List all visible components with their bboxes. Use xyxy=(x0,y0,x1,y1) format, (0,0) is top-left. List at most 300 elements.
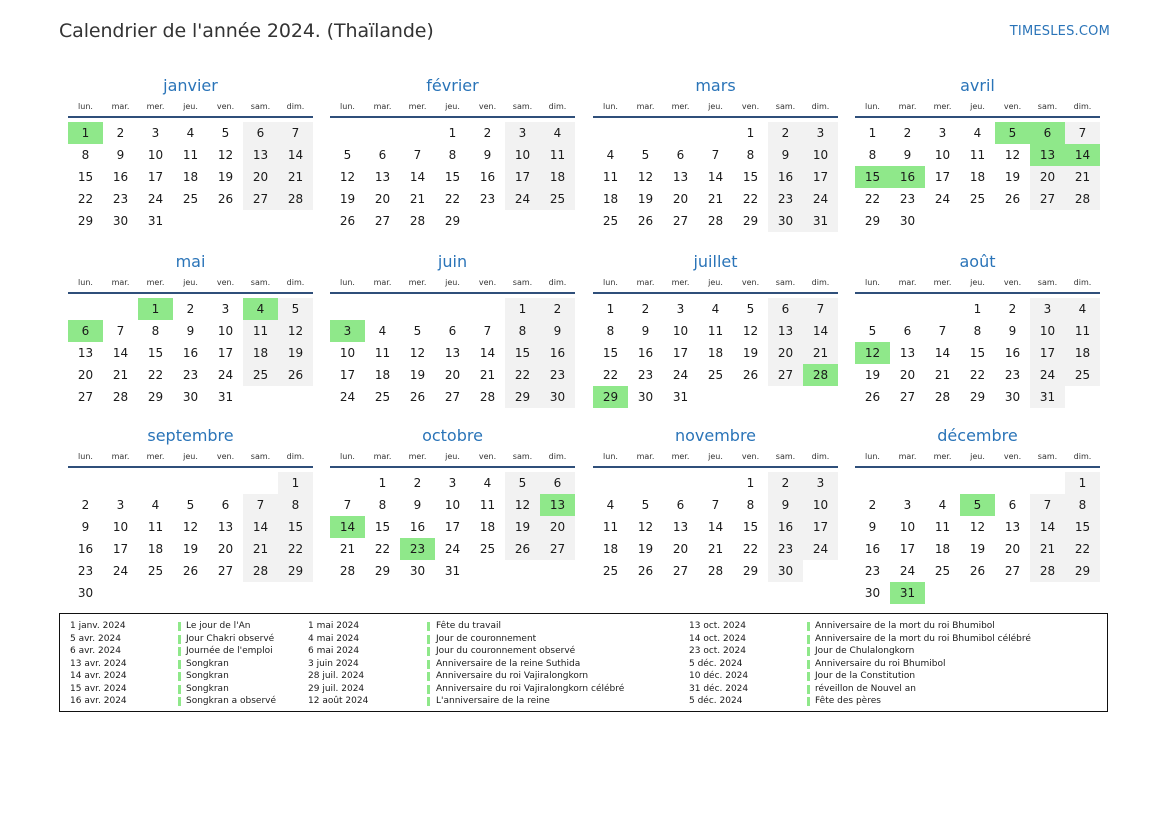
legend-date: 13 avr. 2024 xyxy=(70,658,127,669)
day-cell: 12 xyxy=(182,520,199,534)
day-cell: 21 xyxy=(243,538,278,560)
day-cell: 3 xyxy=(938,126,947,140)
day-cell: 19 xyxy=(969,542,986,556)
legend-date: 29 juil. 2024 xyxy=(308,683,365,694)
holiday-day-cell: 31 xyxy=(890,582,925,604)
weekday-label: mar. xyxy=(373,278,392,287)
weekday-label: dim. xyxy=(811,452,830,461)
day-cell: 23 xyxy=(1004,368,1021,382)
weekday-label: lun. xyxy=(78,452,93,461)
day-cell: 7 xyxy=(483,324,492,338)
day-cell: 10 xyxy=(112,520,129,534)
day-cell: 2 xyxy=(483,126,492,140)
day-cell: 1 xyxy=(378,476,387,490)
day-cell: 23 xyxy=(864,564,881,578)
day-cell: 23 xyxy=(112,192,129,206)
day-cell: 20 xyxy=(374,192,391,206)
legend-date: 4 mai 2024 xyxy=(308,633,360,644)
day-cell: 9 xyxy=(768,494,803,516)
legend-holiday-name: Songkran xyxy=(186,671,229,681)
month-divider xyxy=(593,466,838,468)
brand-link[interactable]: TIMESLES.COM xyxy=(1009,24,1110,39)
weekday-label: mer. xyxy=(146,278,165,287)
day-cell: 20 xyxy=(1030,166,1065,188)
day-cell: 19 xyxy=(278,342,313,364)
weekday-label: jeu. xyxy=(970,102,985,111)
day-cell: 15 xyxy=(742,170,759,184)
day-cell: 16 xyxy=(479,170,496,184)
weekday-label: jeu. xyxy=(445,278,460,287)
day-cell: 13 xyxy=(374,170,391,184)
day-cell: 11 xyxy=(147,520,164,534)
day-cell: 19 xyxy=(505,516,540,538)
day-cell: 20 xyxy=(1004,542,1021,556)
legend-holiday-name: Songkran a observé xyxy=(186,696,277,706)
weekday-label: sam. xyxy=(1037,452,1058,461)
day-cell: 2 xyxy=(868,498,877,512)
day-cell: 2 xyxy=(641,302,650,316)
day-cell: 5 xyxy=(343,148,352,162)
day-cell: 22 xyxy=(1065,538,1100,560)
day-cell: 30 xyxy=(768,560,803,582)
day-cell: 24 xyxy=(444,542,461,556)
day-cell: 31 xyxy=(672,390,689,404)
day-cell: 9 xyxy=(116,148,125,162)
day-cell: 4 xyxy=(938,498,947,512)
weekday-label: lun. xyxy=(603,278,618,287)
day-cell: 8 xyxy=(868,148,877,162)
day-cell: 2 xyxy=(81,498,90,512)
holiday-day-cell: 1 xyxy=(68,122,103,144)
day-cell: 23 xyxy=(77,564,94,578)
day-cell: 23 xyxy=(637,368,654,382)
day-cell: 4 xyxy=(151,498,160,512)
day-cell: 27 xyxy=(1004,564,1021,578)
day-cell: 23 xyxy=(768,188,803,210)
weekday-label: mer. xyxy=(146,102,165,111)
weekday-label: jeu. xyxy=(970,452,985,461)
weekday-label: dim. xyxy=(286,452,305,461)
weekday-label: jeu. xyxy=(183,278,198,287)
day-cell: 26 xyxy=(864,390,881,404)
weekday-label: dim. xyxy=(1073,452,1092,461)
day-cell: 28 xyxy=(409,214,426,228)
day-cell: 4 xyxy=(606,498,615,512)
day-cell: 4 xyxy=(483,476,492,490)
weekday-label: lun. xyxy=(865,102,880,111)
holiday-marker xyxy=(178,697,181,706)
weekday-header xyxy=(855,278,1100,290)
day-cell: 25 xyxy=(602,214,619,228)
day-cell: 7 xyxy=(711,498,720,512)
day-cell: 1 xyxy=(746,126,755,140)
day-cell: 27 xyxy=(672,214,689,228)
day-cell: 24 xyxy=(899,564,916,578)
day-cell: 27 xyxy=(1030,188,1065,210)
month-divider xyxy=(855,116,1100,118)
day-cell: 30 xyxy=(112,214,129,228)
day-cell: 9 xyxy=(540,320,575,342)
day-cell: 9 xyxy=(768,144,803,166)
day-cell: 14 xyxy=(112,346,129,360)
day-cell: 28 xyxy=(1065,188,1100,210)
day-cell: 8 xyxy=(1065,494,1100,516)
day-cell: 17 xyxy=(147,170,164,184)
day-cell: 3 xyxy=(1030,298,1065,320)
day-cell: 17 xyxy=(444,520,461,534)
weekday-label: mar. xyxy=(111,102,130,111)
day-cell: 5 xyxy=(505,472,540,494)
day-cell: 21 xyxy=(707,542,724,556)
day-cell: 28 xyxy=(112,390,129,404)
weekday-label: mar. xyxy=(373,452,392,461)
day-cell: 18 xyxy=(602,192,619,206)
holiday-day-cell: 6 xyxy=(68,320,103,342)
month-name: mars xyxy=(695,76,736,95)
holiday-day-cell: 28 xyxy=(803,364,838,386)
day-cell: 12 xyxy=(969,520,986,534)
day-cell: 25 xyxy=(969,192,986,206)
day-cell: 10 xyxy=(505,144,540,166)
day-cell: 31 xyxy=(444,564,461,578)
day-cell: 28 xyxy=(1030,560,1065,582)
legend-holiday-name: Anniversaire du roi Vajiralongkorn célébré xyxy=(436,683,625,694)
day-cell: 7 xyxy=(711,148,720,162)
month-name: août xyxy=(959,252,996,271)
legend-holiday-name: Jour Chakri observé xyxy=(186,633,275,644)
legend-date: 28 juil. 2024 xyxy=(308,671,365,681)
holiday-day-cell: 13 xyxy=(540,494,575,516)
day-cell: 24 xyxy=(803,538,838,560)
day-cell: 2 xyxy=(116,126,125,140)
day-cell: 21 xyxy=(1065,166,1100,188)
holiday-day-cell: 12 xyxy=(855,342,890,364)
day-cell: 28 xyxy=(339,564,356,578)
day-cell: 28 xyxy=(707,564,724,578)
weekday-label: sam. xyxy=(512,452,533,461)
weekday-label: dim. xyxy=(548,452,567,461)
day-cell: 17 xyxy=(505,166,540,188)
holiday-day-cell: 3 xyxy=(330,320,365,342)
day-cell: 3 xyxy=(448,476,457,490)
weekday-label: ven. xyxy=(1003,452,1022,461)
day-cell: 13 xyxy=(672,520,689,534)
legend-holiday-name: Jour de Chulalongkorn xyxy=(815,646,915,656)
day-cell: 26 xyxy=(969,564,986,578)
day-cell: 22 xyxy=(864,192,881,206)
holiday-day-cell: 1 xyxy=(138,298,173,320)
weekday-label: mer. xyxy=(146,452,165,461)
day-cell: 4 xyxy=(186,126,195,140)
legend-holiday-name: Journée de l'emploi xyxy=(186,646,273,656)
day-cell: 27 xyxy=(899,390,916,404)
day-cell: 9 xyxy=(1008,324,1017,338)
day-cell: 23 xyxy=(182,368,199,382)
day-cell: 8 xyxy=(505,320,540,342)
legend-holiday-name: Jour du couronnement observé xyxy=(436,646,576,656)
legend-date: 5 avr. 2024 xyxy=(70,633,121,644)
month-name: octobre xyxy=(422,426,483,445)
month-divider xyxy=(593,116,838,118)
weekday-label: ven. xyxy=(478,452,497,461)
weekday-label: jeu. xyxy=(183,102,198,111)
day-cell: 25 xyxy=(707,368,724,382)
day-cell: 14 xyxy=(803,320,838,342)
day-cell: 10 xyxy=(803,144,838,166)
day-cell: 5 xyxy=(641,148,650,162)
day-cell: 26 xyxy=(637,564,654,578)
day-cell: 20 xyxy=(540,516,575,538)
day-cell: 12 xyxy=(409,346,426,360)
weekday-label: ven. xyxy=(216,102,235,111)
weekday-header xyxy=(330,452,575,464)
day-cell: 15 xyxy=(505,342,540,364)
day-cell: 16 xyxy=(77,542,94,556)
day-cell: 14 xyxy=(479,346,496,360)
weekday-label: mar. xyxy=(636,102,655,111)
day-cell: 1 xyxy=(1065,472,1100,494)
day-cell: 12 xyxy=(278,320,313,342)
weekday-label: mar. xyxy=(111,452,130,461)
weekday-label: dim. xyxy=(811,102,830,111)
day-cell: 24 xyxy=(934,192,951,206)
weekday-label: jeu. xyxy=(970,278,985,287)
month-name: juillet xyxy=(693,252,738,271)
day-cell: 11 xyxy=(934,520,951,534)
day-cell: 5 xyxy=(221,126,230,140)
day-cell: 26 xyxy=(409,390,426,404)
day-cell: 10 xyxy=(803,494,838,516)
holiday-marker xyxy=(178,660,181,669)
day-cell: 13 xyxy=(217,520,234,534)
day-cell: 14 xyxy=(707,520,724,534)
month-name: septembre xyxy=(147,426,234,445)
day-cell: 30 xyxy=(182,390,199,404)
day-cell: 18 xyxy=(147,542,164,556)
legend-date: 3 juin 2024 xyxy=(308,658,359,669)
day-cell: 22 xyxy=(147,368,164,382)
weekday-label: lun. xyxy=(340,278,355,287)
day-cell: 13 xyxy=(899,346,916,360)
weekday-label: ven. xyxy=(478,278,497,287)
day-cell: 10 xyxy=(899,520,916,534)
day-cell: 29 xyxy=(969,390,986,404)
month-name: novembre xyxy=(674,426,757,445)
day-cell: 11 xyxy=(602,170,619,184)
day-cell: 9 xyxy=(641,324,650,338)
day-cell: 10 xyxy=(1030,320,1065,342)
weekday-label: dim. xyxy=(548,102,567,111)
day-cell: 19 xyxy=(339,192,356,206)
day-cell: 20 xyxy=(672,542,689,556)
day-cell: 25 xyxy=(479,542,496,556)
day-cell: 18 xyxy=(707,346,724,360)
day-cell: 9 xyxy=(868,520,877,534)
day-cell: 29 xyxy=(77,214,94,228)
weekday-label: jeu. xyxy=(708,102,723,111)
day-cell: 16 xyxy=(768,166,803,188)
day-cell: 17 xyxy=(1030,342,1065,364)
day-cell: 27 xyxy=(540,538,575,560)
holiday-day-cell: 29 xyxy=(593,386,628,408)
holiday-marker xyxy=(427,697,430,706)
holiday-day-cell: 6 xyxy=(1030,122,1065,144)
day-cell: 6 xyxy=(676,148,685,162)
day-cell: 24 xyxy=(217,368,234,382)
day-cell: 26 xyxy=(505,538,540,560)
day-cell: 21 xyxy=(479,368,496,382)
weekday-label: mar. xyxy=(636,452,655,461)
month-name: avril xyxy=(960,76,995,95)
weekday-header xyxy=(593,102,838,114)
day-cell: 4 xyxy=(540,122,575,144)
day-cell: 22 xyxy=(278,538,313,560)
day-cell: 16 xyxy=(182,346,199,360)
day-cell: 3 xyxy=(803,472,838,494)
holiday-day-cell: 4 xyxy=(243,298,278,320)
day-cell: 21 xyxy=(1030,538,1065,560)
day-cell: 29 xyxy=(742,564,759,578)
day-cell: 20 xyxy=(768,342,803,364)
day-cell: 28 xyxy=(278,188,313,210)
legend-holiday-name: Jour de la Constitution xyxy=(815,671,916,681)
day-cell: 15 xyxy=(77,170,94,184)
weekday-label: ven. xyxy=(1003,102,1022,111)
day-cell: 14 xyxy=(278,144,313,166)
weekday-label: ven. xyxy=(216,278,235,287)
day-cell: 30 xyxy=(409,564,426,578)
day-cell: 25 xyxy=(540,188,575,210)
holiday-day-cell: 13 xyxy=(1030,144,1065,166)
weekday-label: sam. xyxy=(1037,278,1058,287)
weekday-label: lun. xyxy=(78,278,93,287)
weekday-header xyxy=(593,278,838,290)
weekday-label: mer. xyxy=(933,278,952,287)
holiday-day-cell: 15 xyxy=(855,166,890,188)
day-cell: 21 xyxy=(707,192,724,206)
day-cell: 29 xyxy=(864,214,881,228)
weekday-label: mer. xyxy=(671,452,690,461)
day-cell: 16 xyxy=(112,170,129,184)
weekday-label: sam. xyxy=(250,278,271,287)
legend-date: 23 oct. 2024 xyxy=(689,646,746,656)
legend-holiday-name: réveillon de Nouvel an xyxy=(815,683,916,694)
day-cell: 11 xyxy=(707,324,724,338)
day-cell: 9 xyxy=(903,148,912,162)
day-cell: 14 xyxy=(243,516,278,538)
day-cell: 26 xyxy=(637,214,654,228)
legend-date: 31 déc. 2024 xyxy=(689,683,749,694)
day-cell: 31 xyxy=(217,390,234,404)
day-cell: 10 xyxy=(147,148,164,162)
weekday-label: jeu. xyxy=(183,452,198,461)
holiday-day-cell: 16 xyxy=(890,166,925,188)
holiday-marker xyxy=(178,622,181,631)
weekday-label: ven. xyxy=(478,102,497,111)
day-cell: 19 xyxy=(864,368,881,382)
day-cell: 17 xyxy=(672,346,689,360)
day-cell: 7 xyxy=(413,148,422,162)
day-cell: 31 xyxy=(1030,386,1065,408)
day-cell: 2 xyxy=(1008,302,1017,316)
day-cell: 21 xyxy=(278,166,313,188)
day-cell: 21 xyxy=(112,368,129,382)
weekday-label: sam. xyxy=(250,452,271,461)
day-cell: 19 xyxy=(1004,170,1021,184)
day-cell: 17 xyxy=(112,542,129,556)
day-cell: 23 xyxy=(768,538,803,560)
day-cell: 20 xyxy=(217,542,234,556)
weekday-header xyxy=(855,452,1100,464)
day-cell: 15 xyxy=(602,346,619,360)
day-cell: 30 xyxy=(1004,390,1021,404)
day-cell: 15 xyxy=(147,346,164,360)
page-title: Calendrier de l'année 2024. (Thaïlande) xyxy=(59,20,434,42)
month-name: juin xyxy=(437,252,468,271)
month-name: janvier xyxy=(163,76,218,95)
day-cell: 1 xyxy=(278,472,313,494)
weekday-label: sam. xyxy=(775,102,796,111)
day-cell: 12 xyxy=(742,324,759,338)
day-cell: 13 xyxy=(77,346,94,360)
weekday-label: mer. xyxy=(408,278,427,287)
day-cell: 24 xyxy=(505,188,540,210)
day-cell: 8 xyxy=(81,148,90,162)
day-cell: 13 xyxy=(1004,520,1021,534)
legend-holiday-name: Le jour de l'An xyxy=(186,621,251,631)
day-cell: 25 xyxy=(243,364,278,386)
month-divider xyxy=(855,466,1100,468)
day-cell: 17 xyxy=(339,368,356,382)
day-cell: 16 xyxy=(864,542,881,556)
legend-date: 13 oct. 2024 xyxy=(689,621,746,631)
legend-holiday-name: Anniversaire du roi Bhumibol xyxy=(815,658,946,669)
day-cell: 28 xyxy=(479,390,496,404)
legend-holiday-name: Jour de couronnement xyxy=(436,633,537,644)
day-cell: 18 xyxy=(243,342,278,364)
day-cell: 23 xyxy=(540,364,575,386)
day-cell: 30 xyxy=(540,386,575,408)
weekday-label: mer. xyxy=(671,278,690,287)
day-cell: 8 xyxy=(746,498,755,512)
weekday-label: lun. xyxy=(340,102,355,111)
day-cell: 3 xyxy=(505,122,540,144)
day-cell: 15 xyxy=(1065,516,1100,538)
day-cell: 18 xyxy=(969,170,986,184)
day-cell: 6 xyxy=(378,148,387,162)
month-divider xyxy=(68,116,313,118)
holiday-day-cell: 5 xyxy=(960,494,995,516)
day-cell: 19 xyxy=(637,542,654,556)
day-cell: 26 xyxy=(217,192,234,206)
legend-date: 14 avr. 2024 xyxy=(70,671,127,681)
day-cell: 3 xyxy=(676,302,685,316)
weekday-header xyxy=(68,278,313,290)
day-cell: 30 xyxy=(864,586,881,600)
day-cell: 8 xyxy=(606,324,615,338)
day-cell: 8 xyxy=(278,494,313,516)
month-name: mai xyxy=(175,252,206,271)
weekday-label: sam. xyxy=(1037,102,1058,111)
day-cell: 20 xyxy=(899,368,916,382)
legend-holiday-name: Songkran xyxy=(186,658,229,669)
day-cell: 21 xyxy=(339,542,356,556)
holiday-day-cell: 14 xyxy=(330,516,365,538)
day-cell: 22 xyxy=(374,542,391,556)
day-cell: 13 xyxy=(768,320,803,342)
holiday-marker xyxy=(427,660,430,669)
day-cell: 22 xyxy=(602,368,619,382)
